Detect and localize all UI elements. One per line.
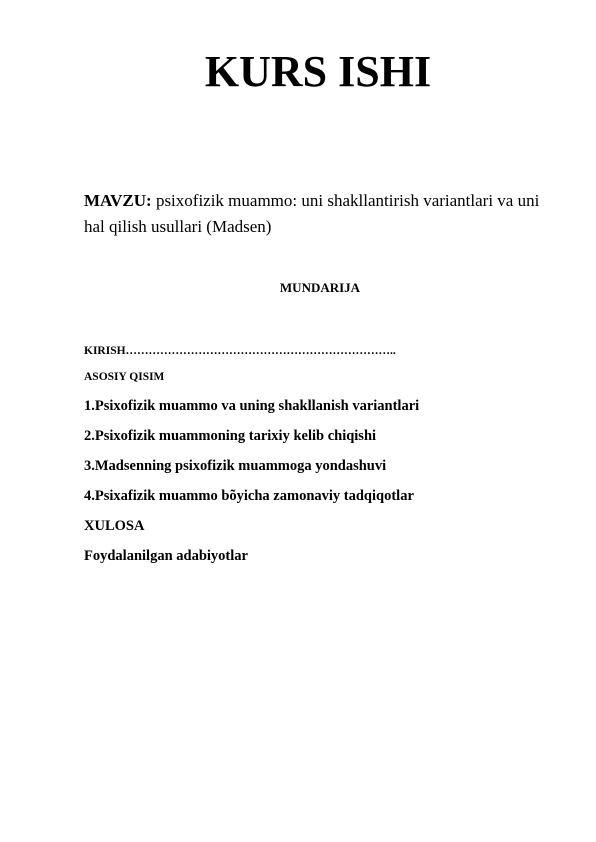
toc-item-introduction: KIRISH…………………………………………………………….. <box>84 345 396 357</box>
toc-item-chapter-2: 2.Psixofizik muammoning tarixiy kelib chiqishi <box>84 428 377 444</box>
topic-paragraph <box>84 188 564 240</box>
toc-item-chapter-4: 4.Psixafizik muammo bõyicha zamonaviy tadqiqotlar <box>84 488 414 504</box>
toc-item-references: Foydalanilgan adabiyotlar <box>84 548 248 564</box>
topic-text: psixofizik muammo: uni shakllantirish variantlari va uni hal qilish usullari (Madsen) <box>84 191 540 236</box>
table-of-contents <box>84 341 564 571</box>
toc-item-conclusion: XULOSA <box>84 518 145 534</box>
topic-label: MAVZU: <box>84 191 152 210</box>
toc-item-chapter-1: 1.Psixofizik muammo va uning shakllanish variantlari <box>84 398 420 414</box>
document-title: KURS ISHI <box>204 47 432 96</box>
toc-heading: MUNDARIJA <box>279 280 361 295</box>
toc-item-chapter-3: 3.Madsenning psixofizik muammoga yondashuvi <box>84 458 387 474</box>
toc-item-main-part: ASOSIY QISIM <box>84 371 165 383</box>
